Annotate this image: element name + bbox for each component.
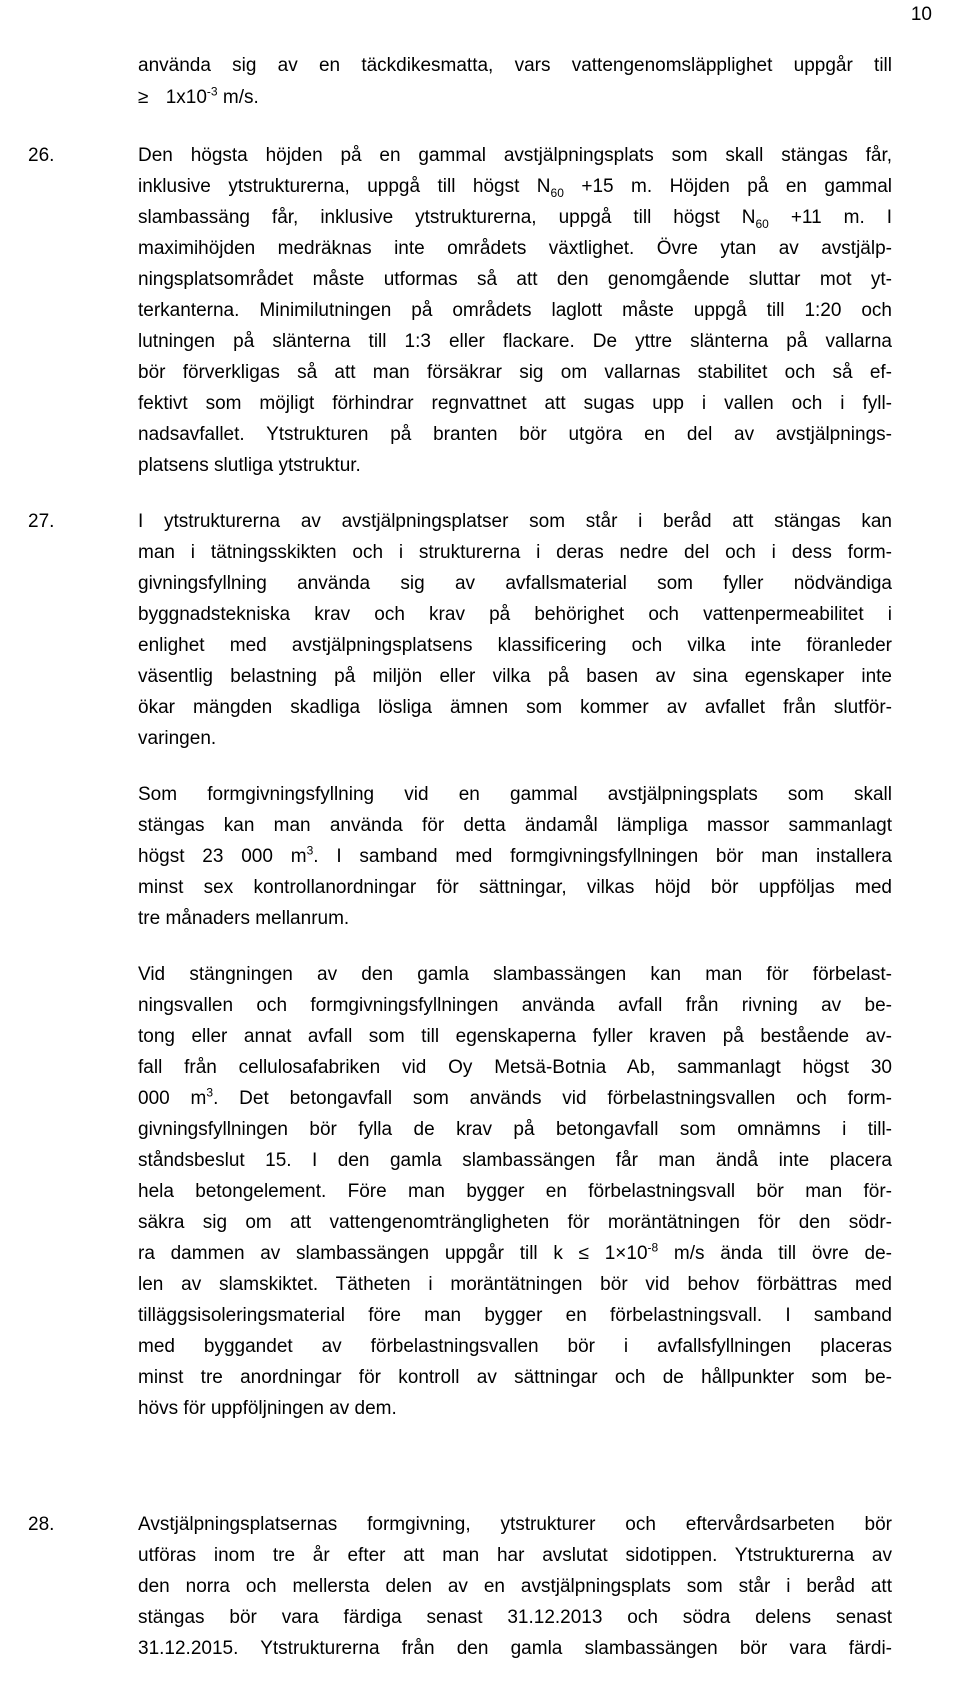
text-line: varingen.	[138, 728, 217, 749]
text-line: tre månaders mellanrum.	[138, 908, 350, 929]
text-line: utföras inom tre år efter att man har avslutat sidotippen. Ytstrukturerna av	[138, 1545, 892, 1566]
text-line: I ytstrukturerna av avstjälpningsplatser som står i beråd att stängas kan	[138, 511, 892, 532]
text-line	[138, 1087, 892, 1111]
text-line	[138, 206, 892, 230]
text-line: bör förverkligas så att man försäkrar sig om vallarnas stabilitet och så ef-	[138, 362, 892, 383]
text-span: inklusive ytstrukturerna, uppgå till högst N	[138, 176, 551, 197]
text-line: minst tre anordningar för kontroll av sättningar och de hållpunkter som be-	[138, 1367, 892, 1388]
superscript: -8	[647, 1240, 659, 1255]
text-line: Avstjälpningsplatsernas formgivning, ytstrukturer och eftervårdsarbeten bör	[138, 1514, 892, 1535]
text-line	[138, 845, 892, 869]
text-line	[138, 86, 259, 110]
paragraph-number: 27.	[28, 511, 55, 532]
text-line: platsens slutliga ytstruktur.	[138, 455, 361, 476]
superscript: 3	[306, 843, 314, 858]
text-line: ningsplatsområdet måste utformas så att den genomgående sluttar mot yt-	[138, 269, 892, 290]
text-line: tong eller annat avfall som till egenskaperna fyller kraven på bestående av-	[138, 1026, 892, 1047]
text-line: den norra och mellersta delen av en avstjälpningsplats som står i beråd att	[138, 1576, 892, 1597]
paragraph-number: 26.	[28, 145, 55, 166]
text-line: använda sig av en täckdikesmatta, vars vattengenomsläpplighet uppgår till	[138, 55, 892, 76]
subscript: 60	[755, 216, 769, 231]
page-number: 10	[910, 4, 932, 25]
text-line: minst sex kontrollanordningar för sättningar, vilkas höjd bör uppföljas med	[138, 877, 892, 898]
text-line: hövs för uppföljningen av dem.	[138, 1398, 397, 1419]
text-span: slambassäng får, inklusive ytstrukturerna, uppgå till högst N	[138, 207, 756, 228]
text-line: lutningen på slänterna till 1:3 eller flackare. De yttre slänterna på vallarna	[138, 331, 892, 352]
text-span: . I samband med formgivningsfyllningen bör man installera	[313, 846, 893, 867]
text-line: nadsavfallet. Ytstrukturen på branten bör utgöra en del av avstjälpnings-	[138, 424, 892, 445]
text-span: m/s ända till övre de-	[658, 1243, 892, 1264]
text-line: ökar mängden skadliga lösliga ämnen som kommer av avfallet från slutför-	[138, 697, 892, 718]
text-line: fall från cellulosafabriken vid Oy Metsä-Botnia Ab, sammanlagt högst 30	[138, 1057, 892, 1078]
text-span: högst 23 000 m	[138, 846, 307, 867]
text-line: byggnadstekniska krav och krav på behörighet och vattenpermeabilitet i	[138, 604, 892, 625]
text-span: 1×10	[589, 1243, 648, 1264]
text-line	[138, 1242, 892, 1266]
text-line: med byggandet av förbelastningsvallen bör i avfallsfyllningen placeras	[138, 1336, 892, 1357]
text-line: givningsfyllningen bör fylla de krav på betongavfall som omnämns i till-	[138, 1119, 892, 1140]
text-line: ningsvallen och formgivningsfyllningen använda avfall från rivning av be-	[138, 995, 892, 1016]
text-span: m/s.	[217, 87, 259, 108]
text-line: stängas kan man använda för detta ändamål lämpliga massor sammanlagt	[138, 815, 892, 836]
text-line: len av slamskiktet. Tätheten i moräntätningen bör vid behov förbättras med	[138, 1274, 892, 1295]
text-line	[138, 175, 892, 199]
text-line: tilläggsisoleringsmaterial före man bygger en förbelastningsvall. I samband	[138, 1305, 892, 1326]
text-line: stängas bör vara färdiga senast 31.12.2013 och södra delens senast	[138, 1607, 892, 1628]
text-line: terkanterna. Minimilutningen på områdets laglott måste uppgå till 1:20 och	[138, 300, 892, 321]
text-line: fektivt som möjligt förhindrar regnvattnet att sugas upp i vallen och i fyll-	[138, 393, 892, 414]
text-line: enlighet med avstjälpningsplatsens klassificering och vilka inte föranleder	[138, 635, 892, 656]
subscript: 60	[550, 185, 564, 200]
text-span: . Det betongavfall som används vid förbelastningsvallen och form-	[213, 1088, 892, 1109]
text-line: givningsfyllning använda sig av avfallsmaterial som fyller nödvändiga	[138, 573, 892, 594]
text-line: 31.12.2015. Ytstrukturerna från den gamla slambassängen bör vara färdi-	[138, 1638, 892, 1659]
text-span: +15 m. Höjden på en gammal	[563, 176, 893, 197]
text-span: ra dammen av slambassängen uppgår till k	[138, 1243, 579, 1264]
text-line: man i tätningsskikten och i strukturerna i deras nedre del och i dess form-	[138, 542, 892, 563]
text-line: Vid stängningen av den gamla slambassängen kan man för förbelast-	[138, 964, 892, 985]
text-line: ståndsbeslut 15. I den gamla slambassängen får man ändå inte placera	[138, 1150, 892, 1171]
superscript: -3	[206, 84, 218, 99]
superscript: 3	[206, 1085, 214, 1100]
text-line: Som formgivningsfyllning vid en gammal avstjälpningsplats som skall	[138, 784, 892, 805]
text-line: väsentlig belastning på miljön eller vilka på basen av sina egenskaper inte	[138, 666, 892, 687]
text-span: 1x10	[165, 87, 207, 108]
text-span: 000 m	[138, 1088, 207, 1109]
text-span: +11 m. I	[768, 207, 893, 228]
text-line: Den högsta höjden på en gammal avstjälpningsplats som skall stängas får,	[138, 145, 892, 166]
less-equal-symbol: ≤	[578, 1243, 589, 1264]
greater-equal-symbol: ≥	[138, 87, 149, 108]
text-line: säkra sig om att vattengenomträngligheten för moräntätningen för den södr-	[138, 1212, 892, 1233]
paragraph-number: 28.	[28, 1514, 55, 1535]
text-line: hela betongelement. Före man bygger en förbelastningsvall bör man för-	[138, 1181, 892, 1202]
text-line: maximihöjden medräknas inte områdets växtlighet. Övre ytan av avstjälp-	[138, 238, 892, 259]
